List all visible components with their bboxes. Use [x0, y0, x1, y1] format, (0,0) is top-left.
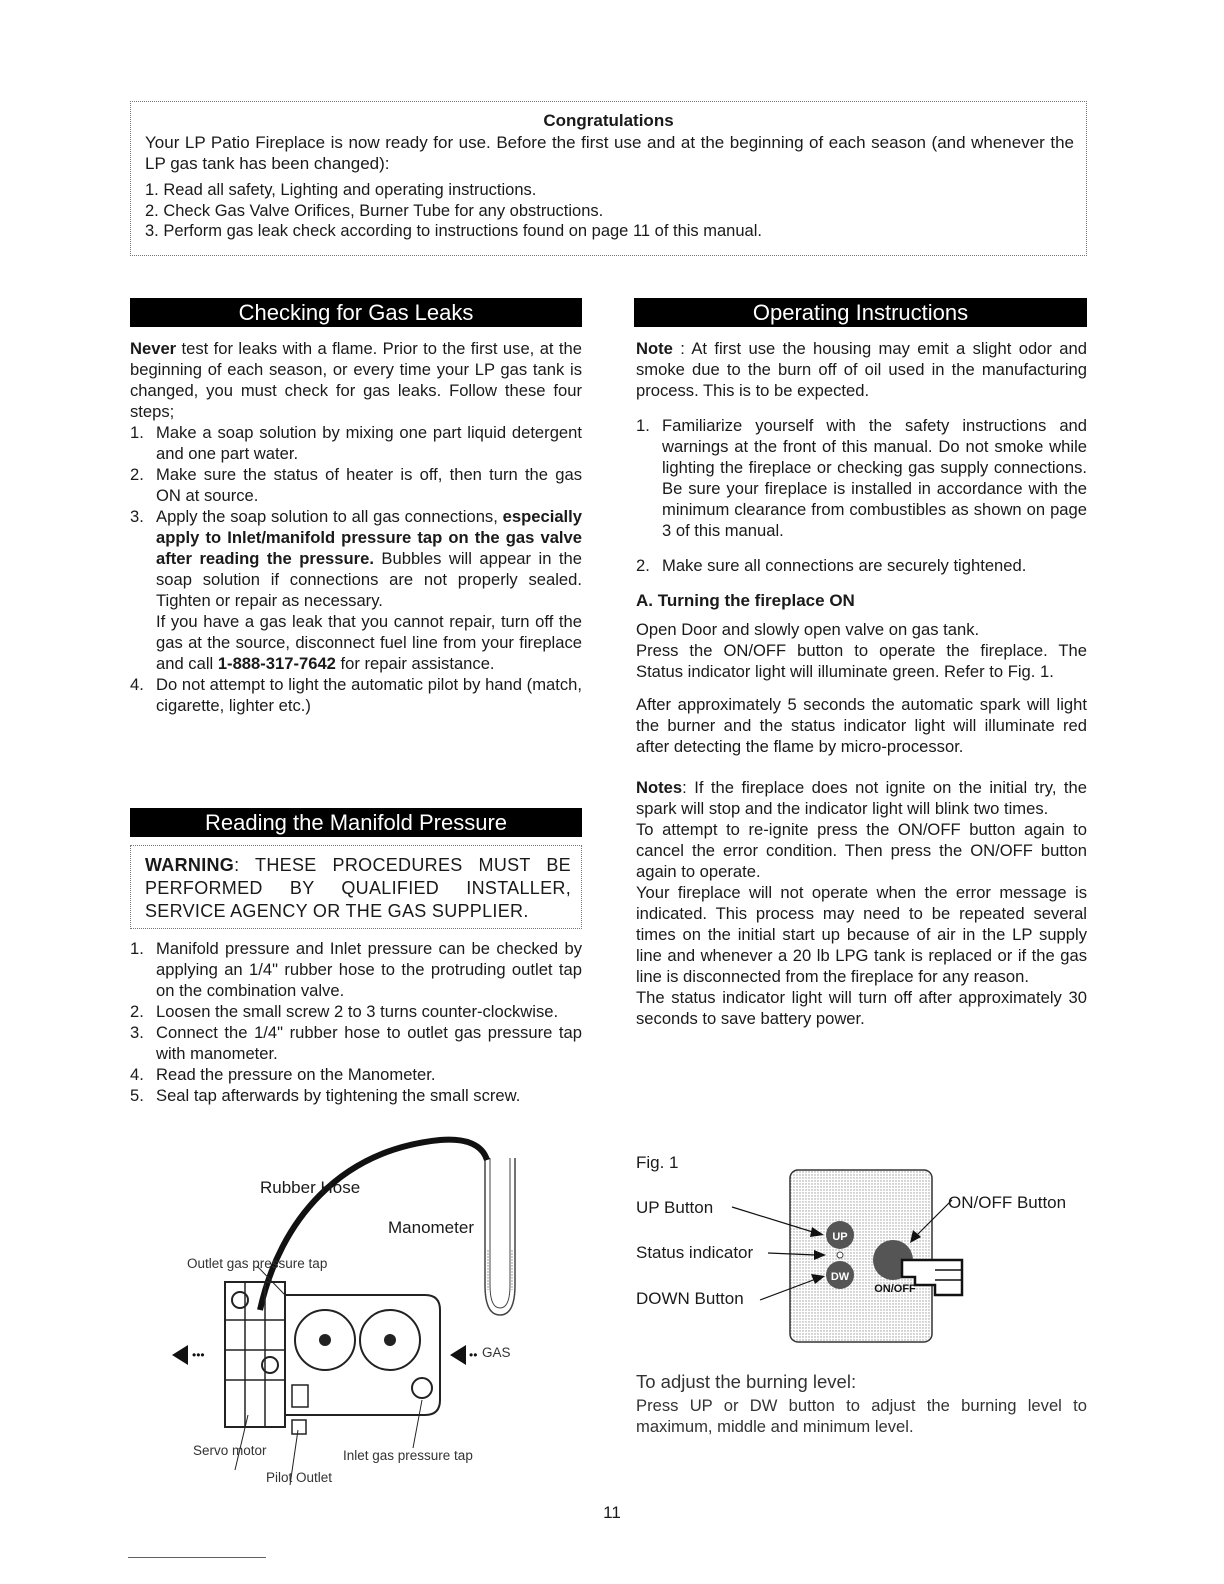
gas-inlet-arrow-icon — [450, 1345, 466, 1365]
step-text: Make a soap solution by mixing one part liquid detergent and one part water. — [156, 423, 582, 463]
status-indicator-label: Status indicator — [636, 1243, 754, 1262]
down-button-label: DOWN Button — [636, 1289, 744, 1308]
congratulations-box — [130, 101, 1087, 256]
step-number: 2. — [130, 1002, 144, 1021]
notes-text: : If the fireplace does not ignite on the initial try, the spark will stop and the indicator light will blink two times. — [636, 778, 1087, 818]
step-text: for repair assistance. — [335, 654, 495, 673]
list-item — [130, 674, 582, 716]
manifold-section — [130, 938, 582, 1106]
list-item — [130, 1022, 582, 1064]
gas-valve-body — [225, 1282, 440, 1434]
step-number: 1. — [130, 423, 144, 442]
list-item — [130, 938, 582, 1001]
list-item — [636, 415, 1087, 541]
note-label: Note — [636, 339, 673, 358]
manometer-tube — [485, 1158, 515, 1315]
step-text: Connect the 1/4" rubber hose to outlet gas pressure tap with manometer. — [156, 1023, 582, 1063]
step-text: Make sure the status of heater is off, then turn the gas ON at source. — [156, 465, 582, 505]
turning-on-heading: A. Turning the fireplace ON — [636, 591, 855, 610]
step-text: Seal tap afterwards by tightening the small screw. — [156, 1086, 521, 1105]
congratulations-intro: Your LP Patio Fireplace is now ready for use. Before the first use and at the beginning of each season (and whenever the LP gas tank has been changed): — [145, 133, 1074, 173]
section-heading-manifold: Reading the Manifold Pressure — [130, 808, 582, 837]
step-number: 3. — [130, 1023, 144, 1042]
list-item — [130, 506, 582, 674]
notes-label: Notes — [636, 778, 683, 797]
warning-label: WARNING — [145, 855, 235, 875]
operating-section — [636, 338, 1087, 1029]
gas-leaks-steps — [130, 422, 582, 716]
list-item — [636, 555, 1087, 576]
list-item — [130, 1064, 582, 1085]
adjust-text — [636, 1395, 1087, 1437]
step-text: Read the pressure on the Manometer. — [156, 1065, 436, 1084]
operating-note — [636, 338, 1087, 401]
list-item: 2. Check Gas Valve Orifices, Burner Tube for any obstructions. — [145, 201, 604, 220]
step-number: 5. — [130, 1086, 144, 1105]
intro-text: test for leaks with a flame. Prior to the first use, at the beginning of each season, or every time your LP gas tank is changed, you must check for gas leaks. Follow these four steps; — [130, 339, 582, 421]
down-button-icon — [826, 1261, 854, 1289]
step-text: Bubbles will appear in the soap solution if connections are not properly sealed. Tighten or repair as necessary. — [156, 549, 582, 610]
list-item: 1. Read all safety, Lighting and operating instructions. — [145, 181, 537, 199]
fig-title: Fig. 1 — [636, 1153, 679, 1172]
warning-text: : THESE PROCEDURES MUST BE PERFORMED BY QUALIFIED INSTALLER, SERVICE AGENCY OR THE GAS SUPPLIER. — [145, 855, 571, 921]
rubber-hose-label: Rubber Hose — [260, 1178, 361, 1197]
turning-on-paragraph: Open Door and slowly open valve on gas tank. — [636, 620, 980, 639]
step-text: Loosen the small screw 2 to 3 turns counter-clockwise. — [156, 1002, 559, 1021]
step-number: 2. — [636, 556, 650, 575]
adjust-heading: To adjust the burning level: — [636, 1371, 857, 1392]
footer-divider — [128, 1557, 266, 1558]
control-panel-figure — [730, 1165, 980, 1350]
step-number: 4. — [130, 675, 144, 694]
outlet-tap-label: Outlet gas pressure tap — [187, 1256, 328, 1271]
status-indicator-icon — [837, 1252, 843, 1258]
step-number: 1. — [636, 416, 650, 435]
step-text: Apply the soap solution to all gas connections, — [156, 507, 503, 526]
section-heading-gas-leaks: Checking for Gas Leaks — [130, 298, 582, 327]
note-text: : At first use the housing may emit a slight odor and smoke due to the burn off of oil used in the manufacturing process. This is to be expected. — [636, 339, 1087, 400]
warning-box — [130, 845, 582, 929]
turning-on-paragraph: After approximately 5 seconds the automatic spark will light the burner and the status indicator light will illuminate red after detecting the flame by micro-processor. — [636, 695, 1087, 756]
adjust-paragraph: Press UP or DW button to adjust the burning level to maximum, middle and minimum level. — [636, 1396, 1087, 1436]
manifold-steps — [130, 938, 582, 1106]
congratulations-list — [145, 180, 1086, 242]
phone-number: 1-888-317-7642 — [217, 654, 336, 673]
page-number: 11 — [603, 1503, 621, 1522]
step-text: Make sure all connections are securely tightened. — [662, 556, 1027, 575]
step-text: Manifold pressure and Inlet pressure can be checked by applying an 1/4" rubber hose to the protruding outlet tap on the combination valve. — [156, 939, 582, 1000]
operating-steps — [636, 415, 1087, 576]
dw-glyph: DW — [830, 1271, 850, 1283]
gas-leaks-section — [130, 338, 582, 716]
step-bold-text: especially apply to Inlet/manifold pressure tap on the gas valve after reading the pressure. — [156, 507, 582, 568]
list-item — [130, 464, 582, 506]
congratulations-title: Congratulations — [543, 111, 674, 130]
pilot-outlet-label: Pilot Outlet — [266, 1470, 333, 1485]
up-button-icon — [826, 1221, 854, 1249]
manometer-label: Manometer — [388, 1218, 474, 1237]
never-bold: Never — [130, 339, 177, 358]
up-button-label: UP Button — [636, 1198, 714, 1217]
svg-text:•••: ••• — [192, 1348, 205, 1362]
onoff-button-label: ON/OFF Button — [948, 1193, 1067, 1212]
outlet-arrow-icon — [172, 1345, 188, 1365]
step-number: 3. — [130, 507, 144, 526]
step-text: If you have a gas leak that you cannot repair, turn off the gas at the source, disconnect fuel line from your fireplace and call — [156, 612, 582, 673]
notes-paragraph: To attempt to re-ignite press the ON/OFF button again to cancel the error condition. Then press the ON/OFF button again to operate. — [636, 820, 1087, 881]
step-text: Do not attempt to light the automatic pilot by hand (match, cigarette, lighter etc.) — [156, 675, 582, 715]
step-number: 4. — [130, 1065, 144, 1084]
servo-motor-label: Servo motor — [193, 1443, 267, 1458]
list-item: 3. Perform gas leak check according to instructions found on page 11 of this manual. — [145, 222, 762, 240]
up-glyph: UP — [832, 1231, 848, 1243]
turning-on-paragraph: Press the ON/OFF button to operate the fireplace. The Status indicator light will illuminate green. Refer to Fig. 1. — [636, 641, 1087, 681]
list-item — [130, 1001, 582, 1022]
step-number: 1. — [130, 939, 144, 958]
inlet-tap-label: Inlet gas pressure tap — [343, 1448, 473, 1463]
gas-leaks-intro — [130, 338, 582, 422]
step-text: Familiarize yourself with the safety instructions and warnings at the front of this manual. Do not smoke while lighting the fireplace or checking gas supply connections. Be sure your fireplace is installed in accordance with the minimum clearance from combustibles as shown on page 3 of this manual. — [662, 416, 1087, 540]
list-item — [130, 1085, 582, 1106]
svg-text:••: •• — [469, 1348, 478, 1362]
gas-label: GAS — [482, 1345, 511, 1360]
list-item — [130, 422, 582, 464]
notes-paragraph: The status indicator light will turn off after approximately 30 seconds to save battery power. — [636, 988, 1087, 1028]
onoff-glyph: ON/OFF — [874, 1283, 916, 1295]
section-heading-operating: Operating Instructions — [634, 298, 1087, 327]
step-number: 2. — [130, 465, 144, 484]
notes-paragraph: Your fireplace will not operate when the error message is indicated. This process may need to be repeated several times on the initial start up because of air in the LP supply line and whenever a 20 lb LPG tank is replaced or if the gas line is disconnected from the fireplace for any reason. — [636, 883, 1087, 986]
notes-paragraph — [636, 777, 1087, 819]
